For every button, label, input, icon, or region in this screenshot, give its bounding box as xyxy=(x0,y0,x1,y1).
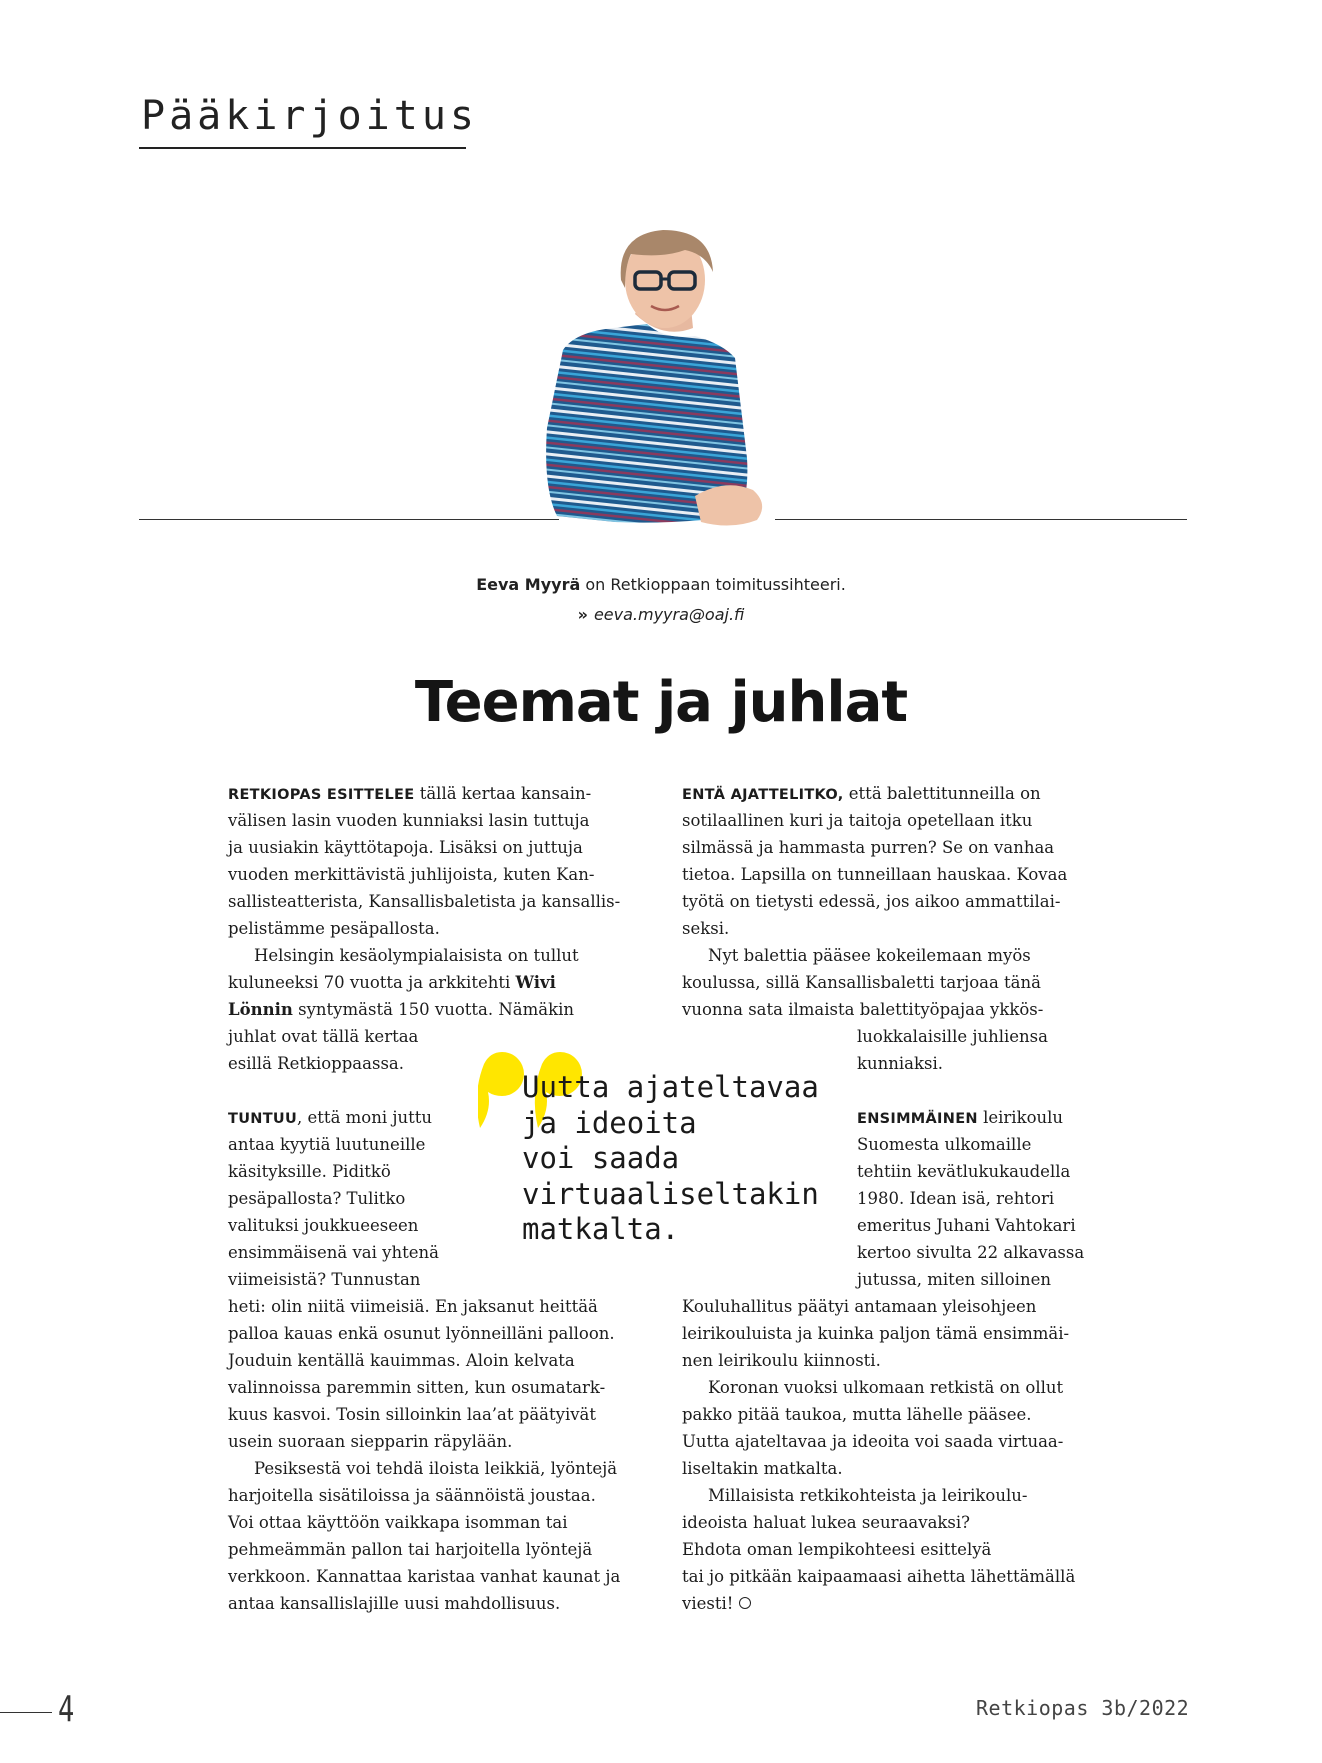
paragraph-line: Millaisista retkikohteista ja leirikoulu- xyxy=(708,1486,1028,1505)
paragraph-line: Voi ottaa käyttöön vaikkapa isomman tai xyxy=(228,1513,568,1532)
paragraph-line: 1980. Idean isä, rehtori xyxy=(857,1189,1055,1208)
paragraph-line: viimeisistä? Tunnustan xyxy=(228,1270,421,1289)
paragraph-line: Jouduin kentällä kauimmas. Aloin kelvata xyxy=(228,1351,575,1370)
paragraph-line: emeritus Juhani Vahtokari xyxy=(857,1216,1076,1235)
section-title: Pääkirjoitus xyxy=(141,93,478,139)
paragraph-line: Lönnin syntymästä 150 vuotta. Nämäkin xyxy=(228,1000,575,1019)
pull-quote-line: ja ideoita xyxy=(522,1105,697,1140)
paragraph-line: kertoo sivulta 22 alkavassa xyxy=(857,1243,1085,1262)
paragraph-line: jutussa, miten silloinen xyxy=(857,1270,1051,1289)
paragraph-line: tietoa. Lapsilla on tunneillaan hauskaa. Kovaa xyxy=(682,865,1068,884)
lead-in: TUNTUU xyxy=(228,1111,298,1127)
lead-in: RETKIOPAS ESITTELEE xyxy=(228,787,415,803)
arrow-icon: » xyxy=(577,605,588,624)
paragraph-line: sallisteatterista, Kansallisbaletista ja kansallis- xyxy=(228,892,621,911)
paragraph-line: juhlat ovat tällä kertaa xyxy=(228,1027,419,1046)
paragraph-line: luokkalaisille juhliensa xyxy=(857,1027,1048,1046)
paragraph-line: liseltakin matkalta. xyxy=(682,1459,843,1478)
paragraph-line: pehmeämmän pallon tai harjoitella lyöntejä xyxy=(228,1540,593,1559)
paragraph-line: pesäpallosta? Tulitko xyxy=(228,1189,406,1208)
paragraph-line: viesti! xyxy=(682,1594,751,1614)
section-title-underline xyxy=(139,147,466,149)
pull-quote-line: Uutta ajateltavaa xyxy=(522,1070,819,1104)
paragraph-line: ENSIMMÄINEN leirikoulu xyxy=(857,1108,1064,1127)
paragraph-line: silmässä ja hammasta purren? Se on vanhaa xyxy=(682,838,1055,857)
paragraph-line: Nyt balettia pääsee kokeilemaan myös xyxy=(708,946,1031,965)
paragraph-line: sotilaallinen kuri ja taitoja opetellaan itku xyxy=(682,811,1033,830)
page-number: 4 xyxy=(58,1689,75,1730)
paragraph-line: Pesiksestä voi tehdä iloista leikkiä, lyöntejä xyxy=(254,1459,618,1478)
paragraph-line: Uutta ajateltavaa ja ideoita voi saada virtuaa- xyxy=(682,1432,1064,1451)
paragraph-line: ensimmäisenä vai yhtenä xyxy=(228,1243,439,1262)
paragraph-line: vuonna sata ilmaista balettityöpajaa ykkös- xyxy=(682,1000,1044,1019)
paragraph-line: esillä Retkioppaassa. xyxy=(228,1054,404,1073)
article-headline: Teemat ja juhlat xyxy=(414,670,908,735)
person-name-bold: Lönnin xyxy=(228,1000,293,1019)
footer-rule xyxy=(0,1712,52,1713)
paragraph-line: kuus kasvoi. Tosin silloinkin laa’at päätyivät xyxy=(228,1405,597,1424)
divider-right xyxy=(775,519,1187,520)
paragraph-line: antaa kansallislajille uusi mahdollisuus. xyxy=(228,1594,561,1613)
pull-quote xyxy=(522,1070,819,1248)
paragraph-line: tai jo pitkään kaipaamaasi aihetta lähettämällä xyxy=(682,1567,1076,1586)
paragraph-line: palloa kauas enkä osunut lyönneilläni palloon. xyxy=(228,1324,615,1343)
paragraph-line: TUNTUU, että moni juttu xyxy=(228,1108,433,1127)
paragraph-line: pakko pitää taukoa, mutta lähelle pääsee. xyxy=(682,1405,1032,1424)
paragraph-line: Ehdota oman lempikohteesi esittelyä xyxy=(682,1540,992,1559)
pull-quote-line: virtuaaliseltakin xyxy=(522,1176,819,1211)
paragraph-line: kunniaksi. xyxy=(857,1054,943,1073)
paragraph-line: nen leirikoulu kiinnosti. xyxy=(682,1351,881,1370)
author-email-link[interactable]: eeva.myyra@oaj.fi xyxy=(593,605,745,624)
lead-in: ENSIMMÄINEN xyxy=(857,1111,978,1127)
author-portrait-photo xyxy=(535,228,795,548)
paragraph-line: heti: olin niitä viimeisiä. En jaksanut heittää xyxy=(228,1297,598,1316)
paragraph-line: ideoista haluat lukea seuraavaksi? xyxy=(682,1513,970,1532)
paragraph-line: valituksi joukkueeseen xyxy=(228,1216,419,1235)
divider-left xyxy=(139,519,559,520)
paragraph-line: Koronan vuoksi ulkomaan retkistä on ollut xyxy=(708,1378,1064,1397)
paragraph-line: Kouluhallitus päätyi antamaan yleisohjeen xyxy=(682,1297,1037,1316)
paragraph-line: tehtiin kevätlukukaudella xyxy=(857,1162,1071,1181)
paragraph-line: verkkoon. Kannattaa karistaa vanhat kaunat ja xyxy=(228,1567,621,1586)
paragraph-line: käsityksille. Piditkö xyxy=(228,1162,391,1181)
paragraph-line: kuluneeksi 70 vuotta ja arkkitehti Wivi xyxy=(228,973,556,992)
author-role: on Retkioppaan toimitussihteeri. xyxy=(580,575,846,594)
pull-quote-line: voi saada xyxy=(522,1141,680,1175)
paragraph-line: ENTÄ AJATTELITKO, että balettitunneilla on xyxy=(682,784,1041,803)
author-name: Eeva Myyrä xyxy=(476,575,581,594)
person-name-bold: Wivi xyxy=(515,973,556,992)
pull-quote-line: matkalta. xyxy=(522,1212,680,1246)
paragraph-line: seksi. xyxy=(682,919,730,938)
paragraph-line: leirikouluista ja kuinka paljon tämä ensimmäi- xyxy=(682,1324,1070,1343)
paragraph-line: usein suoraan siepparin räpylään. xyxy=(228,1432,513,1451)
paragraph-line: Helsingin kesäolympialaisista on tullut xyxy=(254,946,579,965)
paragraph-line: välisen lasin vuoden kunniaksi lasin tuttuja xyxy=(228,811,590,830)
author-byline xyxy=(0,575,1322,595)
paragraph-line: harjoitella sisätiloissa ja säännöistä joustaa. xyxy=(228,1486,596,1505)
paragraph-line: Suomesta ulkomaille xyxy=(857,1135,1032,1154)
author-email-line xyxy=(0,605,1322,625)
paragraph-line: valinnoissa paremmin sitten, kun osumatark- xyxy=(228,1378,606,1397)
paragraph-line: vuoden merkittävistä juhlijoista, kuten Kan- xyxy=(228,865,595,884)
end-of-article-circle-icon xyxy=(739,1597,751,1609)
magazine-issue: Retkiopas 3b/2022 xyxy=(976,1696,1190,1720)
paragraph-line: työtä on tietysti edessä, jos aikoo ammattilai- xyxy=(682,892,1061,911)
paragraph-line: koulussa, sillä Kansallisbaletti tarjoaa tänä xyxy=(682,973,1041,992)
paragraph-line: RETKIOPAS ESITTELEE tällä kertaa kansain- xyxy=(228,784,592,803)
paragraph-line: pelistämme pesäpallosta. xyxy=(228,919,440,938)
paragraph-line: ja uusiakin käyttötapoja. Lisäksi on juttuja xyxy=(228,838,583,857)
lead-in: ENTÄ AJATTELITKO, xyxy=(682,787,844,803)
paragraph-line: antaa kyytiä luutuneille xyxy=(228,1135,426,1154)
